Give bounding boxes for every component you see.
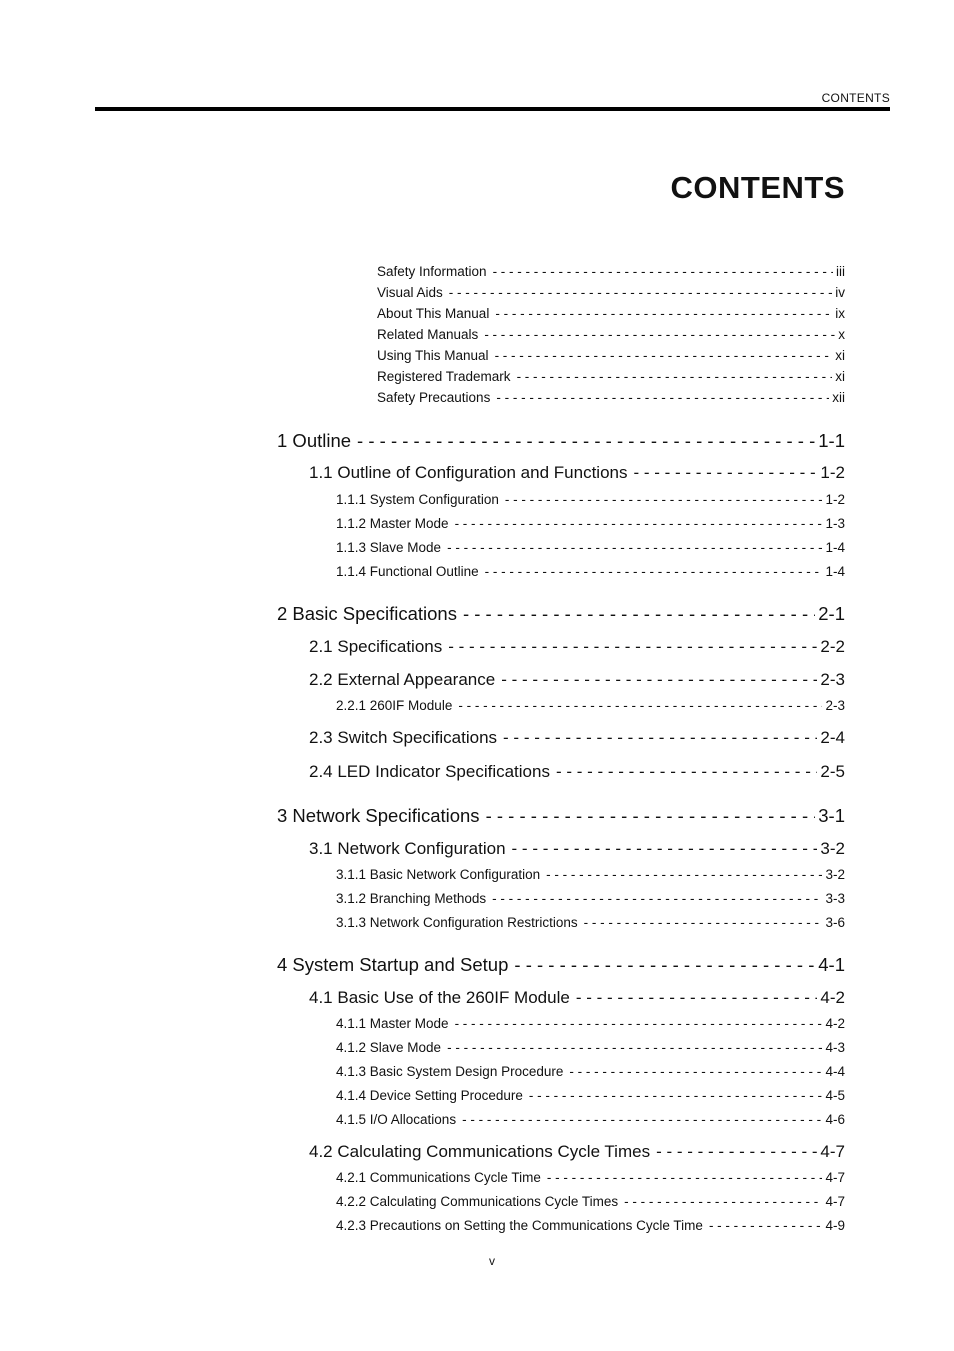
toc-entry-page: 1-4 bbox=[825, 564, 845, 579]
toc-dot-leader bbox=[624, 1194, 822, 1209]
toc-entry-page: 2-3 bbox=[820, 670, 845, 689]
toc-entry-title: 2.2 External Appearance bbox=[309, 670, 496, 689]
toc-entry-title: 4.2.3 Precautions on Setting the Communications Cycle Time bbox=[336, 1218, 703, 1233]
toc-front-matter-entry[interactable] bbox=[377, 390, 845, 405]
toc-dot-leader bbox=[463, 603, 815, 625]
toc-front-matter-entry[interactable] bbox=[377, 327, 845, 342]
toc-entry-title: 2.4 LED Indicator Specifications bbox=[309, 762, 550, 781]
toc-entry-title: 2.3 Switch Specifications bbox=[309, 728, 498, 747]
toc-front-matter-entry[interactable] bbox=[377, 285, 845, 300]
toc-subsection[interactable] bbox=[336, 540, 845, 555]
toc-entry-title: 2 Basic Specifications bbox=[277, 603, 457, 624]
toc-dot-leader bbox=[448, 637, 817, 657]
toc-entry-page: x bbox=[838, 327, 845, 342]
toc-front-matter-entry[interactable] bbox=[377, 264, 845, 279]
toc-dot-leader bbox=[547, 1170, 823, 1185]
toc-entry-page: 4-3 bbox=[825, 1040, 845, 1055]
toc-entry-title: 4.1.3 Basic System Design Procedure bbox=[336, 1064, 564, 1079]
toc-dot-leader bbox=[514, 954, 815, 976]
toc-entry-page: 4-2 bbox=[820, 988, 845, 1007]
toc-entry-page: 1-1 bbox=[818, 430, 845, 451]
toc-entry-title: 1.1.2 Master Mode bbox=[336, 516, 449, 531]
toc-entry-title: 4.1.4 Device Setting Procedure bbox=[336, 1088, 523, 1103]
toc-entry-page: xi bbox=[835, 369, 845, 384]
toc-dot-leader bbox=[493, 264, 833, 279]
toc-entry-page: 1-3 bbox=[825, 516, 845, 531]
toc-entry-title: 3.1.3 Network Configuration Restrictions bbox=[336, 915, 578, 930]
toc-section[interactable] bbox=[309, 839, 845, 859]
toc-entry-page: 1-2 bbox=[825, 492, 845, 507]
toc-entry-page: 4-7 bbox=[825, 1194, 845, 1209]
toc-dot-leader bbox=[656, 1142, 817, 1162]
page-number: v bbox=[489, 1254, 495, 1268]
toc-subsection[interactable] bbox=[336, 867, 845, 882]
toc-dot-leader bbox=[505, 492, 823, 507]
toc-entry-title: Registered Trademark bbox=[377, 369, 511, 384]
toc-dot-leader bbox=[484, 327, 835, 342]
toc-dot-leader bbox=[492, 891, 822, 906]
toc-entry-page: 4-4 bbox=[825, 1064, 845, 1079]
toc-section[interactable] bbox=[309, 762, 845, 782]
toc-section[interactable] bbox=[309, 637, 845, 657]
toc-entry-page: iv bbox=[835, 285, 845, 300]
toc-entry-page: 3-3 bbox=[825, 891, 845, 906]
toc-entry-title: Using This Manual bbox=[377, 348, 489, 363]
toc-entry-page: 2-1 bbox=[818, 603, 845, 624]
toc-dot-leader bbox=[556, 762, 817, 782]
toc-subsection[interactable] bbox=[336, 915, 845, 930]
toc-section[interactable] bbox=[309, 670, 845, 690]
toc-chapter[interactable] bbox=[277, 430, 845, 452]
toc-dot-leader bbox=[569, 1064, 822, 1079]
toc-subsection[interactable] bbox=[336, 1194, 845, 1209]
toc-entry-page: 3-2 bbox=[825, 867, 845, 882]
toc-entry-title: 1.1.1 System Configuration bbox=[336, 492, 499, 507]
toc-entry-page: 2-2 bbox=[820, 637, 845, 656]
toc-entry-title: 3.1 Network Configuration bbox=[309, 839, 506, 858]
toc-section[interactable] bbox=[309, 728, 845, 748]
toc-dot-leader bbox=[455, 1016, 823, 1031]
toc-entry-page: 3-1 bbox=[818, 805, 845, 826]
toc-dot-leader bbox=[495, 348, 833, 363]
toc-entry-page: ix bbox=[835, 306, 845, 321]
toc-dot-leader bbox=[501, 670, 817, 690]
toc-dot-leader bbox=[495, 306, 832, 321]
toc-entry-title: 4.1.2 Slave Mode bbox=[336, 1040, 442, 1055]
toc-entry-page: 3-2 bbox=[820, 839, 845, 858]
toc-section[interactable] bbox=[309, 988, 845, 1008]
toc-entry-title: 4.1.1 Master Mode bbox=[336, 1016, 449, 1031]
toc-dot-leader bbox=[455, 516, 823, 531]
toc-dot-leader bbox=[449, 285, 832, 300]
toc-entry-title: 4.1 Basic Use of the 260IF Module bbox=[309, 988, 570, 1007]
toc-entry-page: 4-7 bbox=[820, 1142, 845, 1161]
toc-dot-leader bbox=[357, 430, 815, 452]
toc-subsection[interactable] bbox=[336, 1218, 845, 1233]
toc-entry-title: 2.1 Specifications bbox=[309, 637, 443, 656]
page-title: CONTENTS bbox=[670, 170, 845, 205]
toc-entry-page: 4-7 bbox=[825, 1170, 845, 1185]
toc-front-matter-entry[interactable] bbox=[377, 369, 845, 384]
toc-entry-page: 2-3 bbox=[825, 698, 845, 713]
toc-dot-leader bbox=[485, 564, 823, 579]
toc-entry-page: 3-6 bbox=[825, 915, 845, 930]
toc-entry-page: 2-5 bbox=[820, 762, 845, 781]
toc-entry-title: 4.2.1 Communications Cycle Time bbox=[336, 1170, 541, 1185]
toc-entry-title: Visual Aids bbox=[377, 285, 443, 300]
toc-entry-title: 3.1.1 Basic Network Configuration bbox=[336, 867, 541, 882]
toc-dot-leader bbox=[512, 839, 818, 859]
toc-entry-page: 2-4 bbox=[820, 728, 845, 747]
toc-dot-leader bbox=[529, 1088, 823, 1103]
toc-subsection[interactable] bbox=[336, 1064, 845, 1079]
toc-dot-leader bbox=[486, 805, 816, 827]
toc-chapter[interactable] bbox=[277, 954, 845, 976]
toc-front-matter-entry[interactable] bbox=[377, 306, 845, 321]
toc-dot-leader bbox=[462, 1112, 822, 1127]
toc-chapter[interactable] bbox=[277, 603, 845, 625]
toc-subsection[interactable] bbox=[336, 1016, 845, 1031]
toc-subsection[interactable] bbox=[336, 698, 845, 713]
toc-entry-title: 4.2 Calculating Communications Cycle Times bbox=[309, 1142, 651, 1161]
toc-subsection[interactable] bbox=[336, 516, 845, 531]
toc-entry-page: 4-6 bbox=[825, 1112, 845, 1127]
toc-entry-page: iii bbox=[836, 264, 845, 279]
running-header: CONTENTS bbox=[821, 91, 890, 105]
toc-entry-title: 4.1.5 I/O Allocations bbox=[336, 1112, 457, 1127]
toc-dot-leader bbox=[576, 988, 818, 1008]
toc-chapter[interactable] bbox=[277, 805, 845, 827]
toc-dot-leader bbox=[458, 698, 822, 713]
toc-dot-leader bbox=[447, 1040, 822, 1055]
toc-entry-title: 1.1.3 Slave Mode bbox=[336, 540, 442, 555]
toc-dot-leader bbox=[447, 540, 822, 555]
toc-subsection[interactable] bbox=[336, 1040, 845, 1055]
toc-dot-leader bbox=[709, 1218, 823, 1233]
toc-dot-leader bbox=[584, 915, 823, 930]
toc-entry-title: About This Manual bbox=[377, 306, 490, 321]
toc-dot-leader bbox=[503, 728, 817, 748]
toc-subsection[interactable] bbox=[336, 564, 845, 579]
toc-entry-title: Related Manuals bbox=[377, 327, 479, 342]
toc-dot-leader bbox=[633, 463, 817, 483]
toc-entry-title: 1.1 Outline of Configuration and Functions bbox=[309, 463, 628, 482]
toc-front-matter-entry[interactable] bbox=[377, 348, 845, 363]
toc-subsection[interactable] bbox=[336, 891, 845, 906]
toc-dot-leader bbox=[517, 369, 833, 384]
toc-entry-page: xii bbox=[832, 390, 845, 405]
toc-subsection[interactable] bbox=[336, 492, 845, 507]
toc-entry-page: 4-5 bbox=[825, 1088, 845, 1103]
toc-entry-title: 3 Network Specifications bbox=[277, 805, 480, 826]
toc-entry-title: 1.1.4 Functional Outline bbox=[336, 564, 479, 579]
toc-section[interactable] bbox=[309, 1142, 845, 1162]
toc-entry-title: 4.2.2 Calculating Communications Cycle Times bbox=[336, 1194, 619, 1209]
toc-section[interactable] bbox=[309, 463, 845, 483]
toc-subsection[interactable] bbox=[336, 1170, 845, 1185]
toc-entry-page: xi bbox=[835, 348, 845, 363]
toc-dot-leader bbox=[496, 390, 829, 405]
toc-entry-title: 4 System Startup and Setup bbox=[277, 954, 509, 975]
toc-entry-title: 3.1.2 Branching Methods bbox=[336, 891, 487, 906]
toc-subsection[interactable] bbox=[336, 1112, 845, 1127]
toc-entry-page: 4-2 bbox=[825, 1016, 845, 1031]
toc-entry-page: 4-1 bbox=[818, 954, 845, 975]
toc-entry-title: 1 Outline bbox=[277, 430, 352, 451]
toc-entry-title: 2.2.1 260IF Module bbox=[336, 698, 453, 713]
toc-subsection[interactable] bbox=[336, 1088, 845, 1103]
toc-entry-page: 1-2 bbox=[820, 463, 845, 482]
toc-entry-page: 4-9 bbox=[825, 1218, 845, 1233]
toc-entry-page: 1-4 bbox=[825, 540, 845, 555]
toc-entry-title: Safety Information bbox=[377, 264, 487, 279]
toc-entry-title: Safety Precautions bbox=[377, 390, 491, 405]
toc-dot-leader bbox=[546, 867, 822, 882]
